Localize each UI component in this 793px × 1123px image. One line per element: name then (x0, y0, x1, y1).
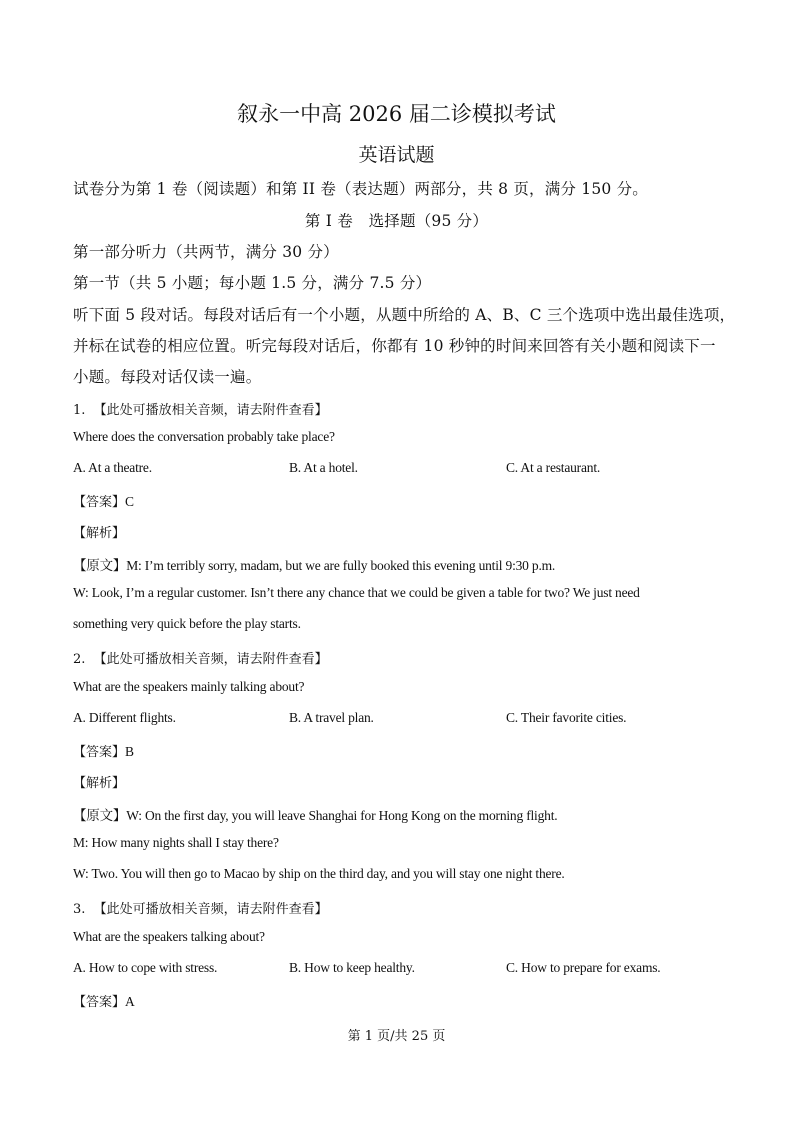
instructions-line: 听下面 5 段对话。每段对话后有一个小题，从题中所给的 A、B、C 三个选项中选出最佳选项， (73, 306, 736, 324)
answer-line (73, 991, 135, 1010)
analysis-label: 【解析】 (73, 776, 126, 791)
option-c: C. At a restaurant. (506, 460, 601, 475)
option-a: A. At a theatre. (73, 460, 152, 475)
answer-label: 【答案】 (73, 995, 126, 1010)
exam-subtitle: 英语试题 (358, 144, 435, 166)
question-stem: Where does the conversation probably take place? (73, 429, 335, 444)
exam-title: 叙永一中高 2026 届二诊模拟考试 (237, 102, 556, 126)
transcript-line: 【原文】W: On the first day, you will leave Shanghai for Hong Kong on the morning flight. (73, 808, 558, 823)
question-number: 1. (73, 403, 86, 418)
option-b: B. How to keep healthy. (289, 960, 415, 975)
option-a: A. How to cope with stress. (73, 960, 218, 975)
instructions-line: 并标在试卷的相应位置。听完每段对话后，你都有 10 秒钟的时间来回答有关小题和阅读下一 (73, 337, 716, 355)
exam-intro: 试卷分为第 1 卷（阅读题）和第 II 卷（表达题）两部分，共 8 页，满分 150 分。 (73, 180, 648, 198)
transcript-line: M: How many nights shall I stay there? (73, 835, 279, 850)
audio-note[interactable]: 【此处可播放相关音频，请去附件查看】 (93, 902, 328, 917)
question-number: 3. (73, 902, 86, 917)
option-b: B. A travel plan. (289, 710, 374, 725)
option-c: C. How to prepare for exams. (506, 960, 661, 975)
analysis-label: 【解析】 (73, 526, 126, 541)
answer-label: 【答案】 (73, 745, 126, 760)
question-header (73, 898, 328, 917)
option-c: C. Their favorite cities. (506, 710, 627, 725)
option-b: B. At a hotel. (289, 460, 358, 475)
question-stem: What are the speakers talking about? (73, 929, 265, 944)
transcript-line: W: Two. You will then go to Macao by ship on the third day, and you will stay one night there. (73, 866, 565, 881)
instructions-line: 小题。每段对话仅读一遍。 (73, 368, 262, 386)
transcript-line: something very quick before the play starts. (73, 616, 301, 631)
question-stem: What are the speakers mainly talking about? (73, 679, 305, 694)
question-header (73, 399, 328, 418)
answer-label: 【答案】 (73, 495, 126, 510)
audio-note[interactable]: 【此处可播放相关音频，请去附件查看】 (93, 403, 328, 418)
part-title: 第一部分听力（共两节，满分 30 分） (73, 243, 339, 261)
transcript-line: W: Look, I’m a regular customer. Isn’t there any chance that we could be given a table for two? We just need (73, 585, 640, 600)
question-header (73, 648, 328, 667)
answer-value: A (125, 994, 135, 1009)
subsection-title: 第一节（共 5 小题；每小题 1.5 分，满分 7.5 分） (73, 274, 432, 292)
section-title: 第 I 卷 选择题（95 分） (304, 212, 489, 230)
answer-line (73, 741, 134, 760)
answer-value: B (125, 744, 134, 759)
transcript-line: 【原文】M: I’m terribly sorry, madam, but we are fully booked this evening until 9:30 p.m. (73, 558, 556, 573)
page-footer: 第 1 页/共 25 页 (347, 1029, 446, 1044)
question-number: 2. (73, 652, 86, 667)
answer-value: C (125, 494, 134, 509)
option-a: A. Different flights. (73, 710, 176, 725)
answer-line (73, 491, 134, 510)
audio-note[interactable]: 【此处可播放相关音频，请去附件查看】 (93, 652, 328, 667)
